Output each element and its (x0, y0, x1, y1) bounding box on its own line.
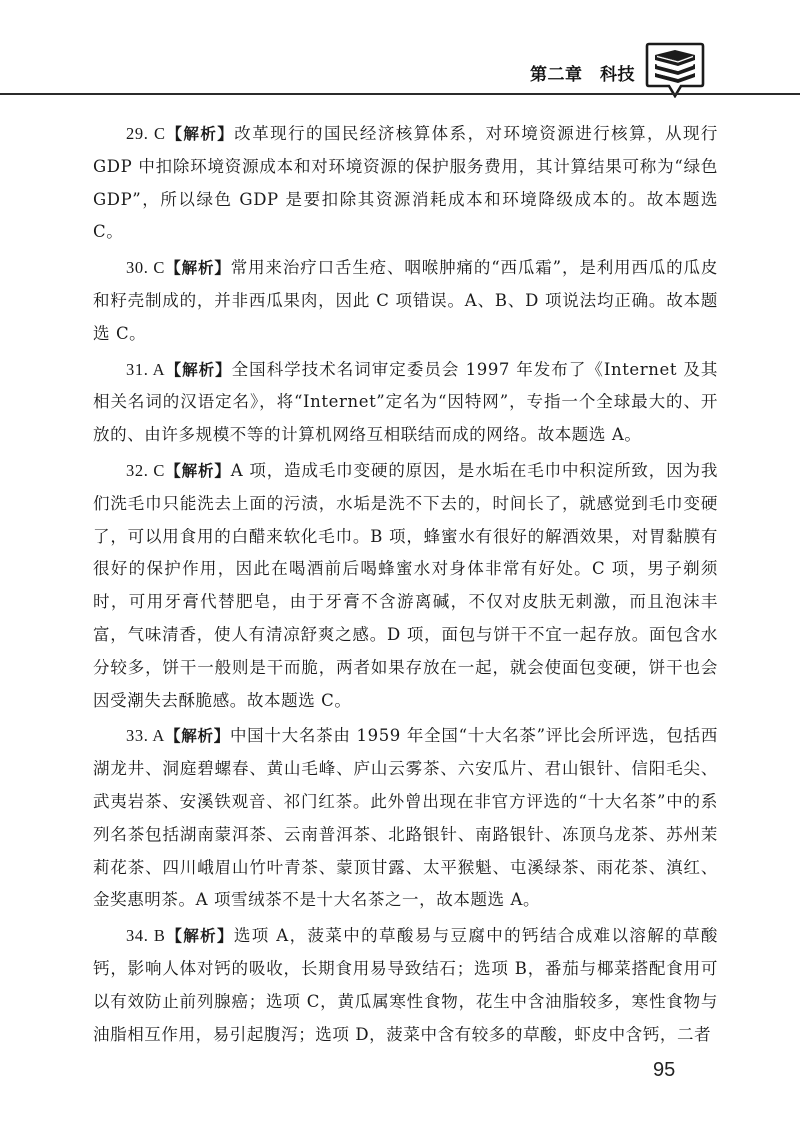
analysis-tag: 【解析】 (165, 360, 232, 379)
question-number: 33. A (126, 726, 165, 746)
analysis-tag: 【解析】 (165, 125, 235, 143)
book-stack-icon (645, 42, 705, 98)
question-number: 31. A (126, 359, 166, 379)
explanation-paragraph-31 (93, 354, 718, 452)
answer-explanations (93, 118, 718, 1054)
header-rule (0, 93, 800, 95)
explanation-text: A 项，造成毛巾变硬的原因，是水垢在毛巾中积淀所致，因为我们洗毛巾只能洗去上面的污渍，水垢是洗不下去的，时间长了，就感觉到毛巾变硬了，可以用食用的白醋来软化毛巾。B 项，蜂蜜水有很好的解酒效果，对胃黏膜有很好的保护作用，因此在喝酒前后喝蜂蜜水对身体非常有好处。C 项，男子剃须时，可用牙膏代替肥皂，由于牙膏不含游离碱，不仅对皮肤无刺激，而且泡沫丰富，气味清香，使人有清凉舒爽之感。D 项，面包与饼干不宜一起存放。面包含水分较多，饼干一般则是干而脆，两者如果存放在一起，就会使面包变硬，饼干也会因受潮失去酥脆感。故本题选 C。 (93, 460, 718, 710)
explanation-text: 选项 A，菠菜中的草酸易与豆腐中的钙结合成难以溶解的草酸钙，影响人体对钙的吸收，长期食用易导致结石；选项 B，番茄与椰菜搭配食用可以有效防止前列腺癌；选项 C，黄瓜属寒性食物，花生中含油脂较多，寒性食物与油脂相互作用，易引起腹泻；选项 D，菠菜中含有较多的草酸，虾皮中含钙，二者 (93, 926, 718, 1044)
explanation-paragraph-32 (93, 455, 718, 717)
analysis-tag: 【解析】 (164, 727, 230, 746)
question-number: 34. B (126, 926, 166, 946)
explanation-text: 常用来治疗口舌生疮、咽喉肿痛的“西瓜霜”，是利用西瓜的瓜皮和籽壳制成的，并非西瓜果肉，因此 C 项错误。A、B、D 项说法均正确。故本题选 C。 (93, 258, 718, 343)
explanation-paragraph-30 (93, 252, 718, 350)
question-number: 30. C (126, 258, 166, 278)
explanation-paragraph-34 (93, 920, 718, 1051)
page-number: 95 (653, 1059, 676, 1081)
analysis-tag: 【解析】 (165, 927, 234, 946)
analysis-tag: 【解析】 (165, 461, 231, 480)
chapter-title: 第二章 科技 (530, 65, 635, 85)
question-number: 29. C (126, 124, 166, 143)
explanation-text: 改革现行的国民经济核算体系，对环境资源进行核算，从现行 GDP 中扣除环境资源成本和对环境资源的保护服务费用，其计算结果可称为“绿色 GDP”，所以绿色 GDP 是要扣除其资源消耗成本和环境降级成本的。故本题选 C。 (93, 124, 718, 242)
question-number: 32. C (126, 460, 166, 480)
explanation-text: 全国科学技术名词审定委员会 1997 年发布了《Internet 及其相关名词的汉语定名》，将“Internet”定名为“因特网”，专指一个全球最大的、开放的、由许多规模不等的计算机网络互相联结而成的网络。故本题选 A。 (93, 359, 718, 445)
explanation-paragraph-29 (93, 118, 718, 249)
analysis-tag: 【解析】 (165, 259, 231, 278)
explanation-paragraph-33 (93, 720, 718, 917)
explanation-text: 中国十大名茶由 1959 年全国“十大名茶”评比会所评选，包括西湖龙井、洞庭碧螺春、黄山毛峰、庐山云雾茶、六安瓜片、君山银针、信阳毛尖、武夷岩茶、安溪铁观音、祁门红茶。此外曾出现在非官方评选的“十大名茶”中的系列名茶包括湖南蒙洱茶、云南普洱茶、北路银针、南路银针、冻顶乌龙茶、苏州茉莉花茶、四川峨眉山竹叶青茶、蒙顶甘露、太平猴魁、屯溪绿茶、雨花茶、滇红、金奖惠明茶。A 项雪绒茶不是十大名茶之一，故本题选 A。 (93, 726, 718, 910)
page-header (0, 0, 800, 100)
